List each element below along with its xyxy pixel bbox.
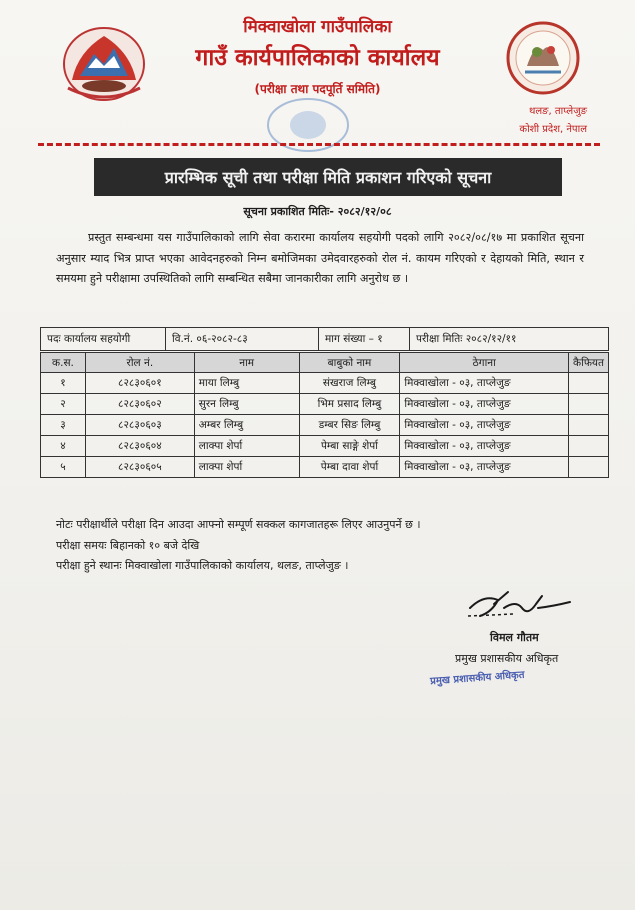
address-cell: मिक्वाखोला - ०३, ताप्लेजुङ xyxy=(400,394,569,415)
father-cell: पेम्बा साङ्गे शेर्पा xyxy=(299,436,400,457)
serial-cell: ५ xyxy=(41,457,86,478)
remarks-cell xyxy=(569,436,609,457)
father-cell: भिम प्रसाद लिम्बु xyxy=(299,394,400,415)
table-header-row xyxy=(41,353,609,373)
table-row xyxy=(41,415,609,436)
published-date: सूचना प्रकाशित मितिः- २०८२/१२/०८ xyxy=(243,205,392,218)
address-line-2: कोशी प्रदेश, नेपाल xyxy=(519,124,587,135)
header-divider xyxy=(38,143,600,146)
col-name: नाम xyxy=(194,353,299,373)
father-cell: संखराज लिम्बु xyxy=(299,373,400,394)
notice-title: प्रारम्भिक सूची तथा परीक्षा मिति प्रकाशन गरिएको सूचना xyxy=(94,158,562,196)
municipality-name: मिक्वाखोला गाउँपालिका xyxy=(243,17,392,37)
father-cell: पेम्बा दावा शेर्पा xyxy=(299,457,400,478)
notice-body: प्रस्तुत सम्बन्धमा यस गाउँपालिकाको लागि सेवा करारमा कार्यालय सहयोगी पदको लागि २०८२/०८/१७ मा प्रकाशित सूचना अनुसार म्याद भित्र प्राप्त भएका आवेदनहरुको निम्न बमोजिमका उमेदवारहरुको रोल नं. कायम गरिएको र देहायको मिति, स्थान र समयमा हुने परीक्षामा उपस्थितिको लागि सम्बन्धित सबैमा जानकारीका लागि अनुरोध छ । xyxy=(56,231,584,285)
exam-date-cell: परीक्षा मितिः २०८२/१२/११ xyxy=(410,328,609,351)
roll-cell: ८२८३०६०२ xyxy=(85,394,194,415)
signature-stamp: प्रमुख प्रशासकीय अधिकृत xyxy=(429,669,525,688)
municipality-logo-icon xyxy=(505,20,581,96)
remarks-cell xyxy=(569,394,609,415)
roll-cell: ८२८३०६०३ xyxy=(85,415,194,436)
address-cell: मिक्वाखोला - ०३, ताप्लेजुङ xyxy=(400,436,569,457)
table-row xyxy=(41,436,609,457)
col-roll: रोल नं. xyxy=(85,353,194,373)
name-cell: माया लिम्बु xyxy=(194,373,299,394)
table-row xyxy=(41,373,609,394)
remarks-cell xyxy=(569,457,609,478)
col-remarks: कैफियत xyxy=(569,353,609,373)
office-stamp-icon xyxy=(262,94,354,156)
address-cell: मिक्वाखोला - ०३, ताप्लेजुङ xyxy=(400,415,569,436)
remarks-cell xyxy=(569,373,609,394)
col-father: बाबुको नाम xyxy=(299,353,400,373)
name-cell: लाक्पा शेर्पा xyxy=(194,436,299,457)
serial-cell: ४ xyxy=(41,436,86,457)
name-cell: अम्बर लिम्बु xyxy=(194,415,299,436)
table-row xyxy=(41,394,609,415)
signatory-title: प्रमुख प्रशासकीय अधिकृत xyxy=(455,652,559,665)
col-serial: क.स. xyxy=(41,353,86,373)
signatory-name: विमल गौतम xyxy=(490,631,539,644)
notes-block xyxy=(56,515,421,577)
post-info-table xyxy=(40,327,609,351)
name-cell: लाक्पा शेर्पा xyxy=(194,457,299,478)
note-exam-venue: परीक्षा हुने स्थानः मिक्वाखोला गाउँपालिकाको कार्यालय, थलङ, ताप्लेजुङ । xyxy=(56,559,349,572)
address-line-1: थलङ, ताप्लेजुङ xyxy=(528,106,587,117)
address-cell: मिक्वाखोला - ०३, ताप्लेजुङ xyxy=(400,457,569,478)
note-documents: नोटः परीक्षार्थीले परीक्षा दिन आउदा आफ्नो सम्पूर्ण सक्कल कागजातहरू लिएर आउनुपर्ने छ । xyxy=(56,518,421,531)
name-cell: सुरन लिम्बु xyxy=(194,394,299,415)
serial-cell: १ xyxy=(41,373,86,394)
remarks-cell xyxy=(569,415,609,436)
serial-cell: ३ xyxy=(41,415,86,436)
col-address: ठेगाना xyxy=(400,353,569,373)
notice-number-cell: वि.नं. ०६-२०८२-८३ xyxy=(166,328,319,351)
roll-cell: ८२८३०६०५ xyxy=(85,457,194,478)
signature-icon xyxy=(464,586,576,622)
note-exam-time: परीक्षा समयः बिहानको १० बजे देखि xyxy=(56,538,200,552)
roll-cell: ८२८३०६०४ xyxy=(85,436,194,457)
father-cell: डम्बर सिङ लिम्बु xyxy=(299,415,400,436)
candidate-table xyxy=(40,352,609,478)
committee-name: (परीक्षा तथा पदपूर्ति समिति) xyxy=(254,82,381,96)
serial-cell: २ xyxy=(41,394,86,415)
office-name: गाउँ कार्यपालिकाको कार्यालय xyxy=(195,45,440,71)
post-cell: पदः कार्यालय सहयोगी xyxy=(41,328,166,351)
address-cell: मिक्वाखोला - ०३, ताप्लेजुङ xyxy=(400,373,569,394)
roll-cell: ८२८३०६०१ xyxy=(85,373,194,394)
demand-count-cell: माग संख्या – १ xyxy=(319,328,410,351)
table-row xyxy=(41,457,609,478)
